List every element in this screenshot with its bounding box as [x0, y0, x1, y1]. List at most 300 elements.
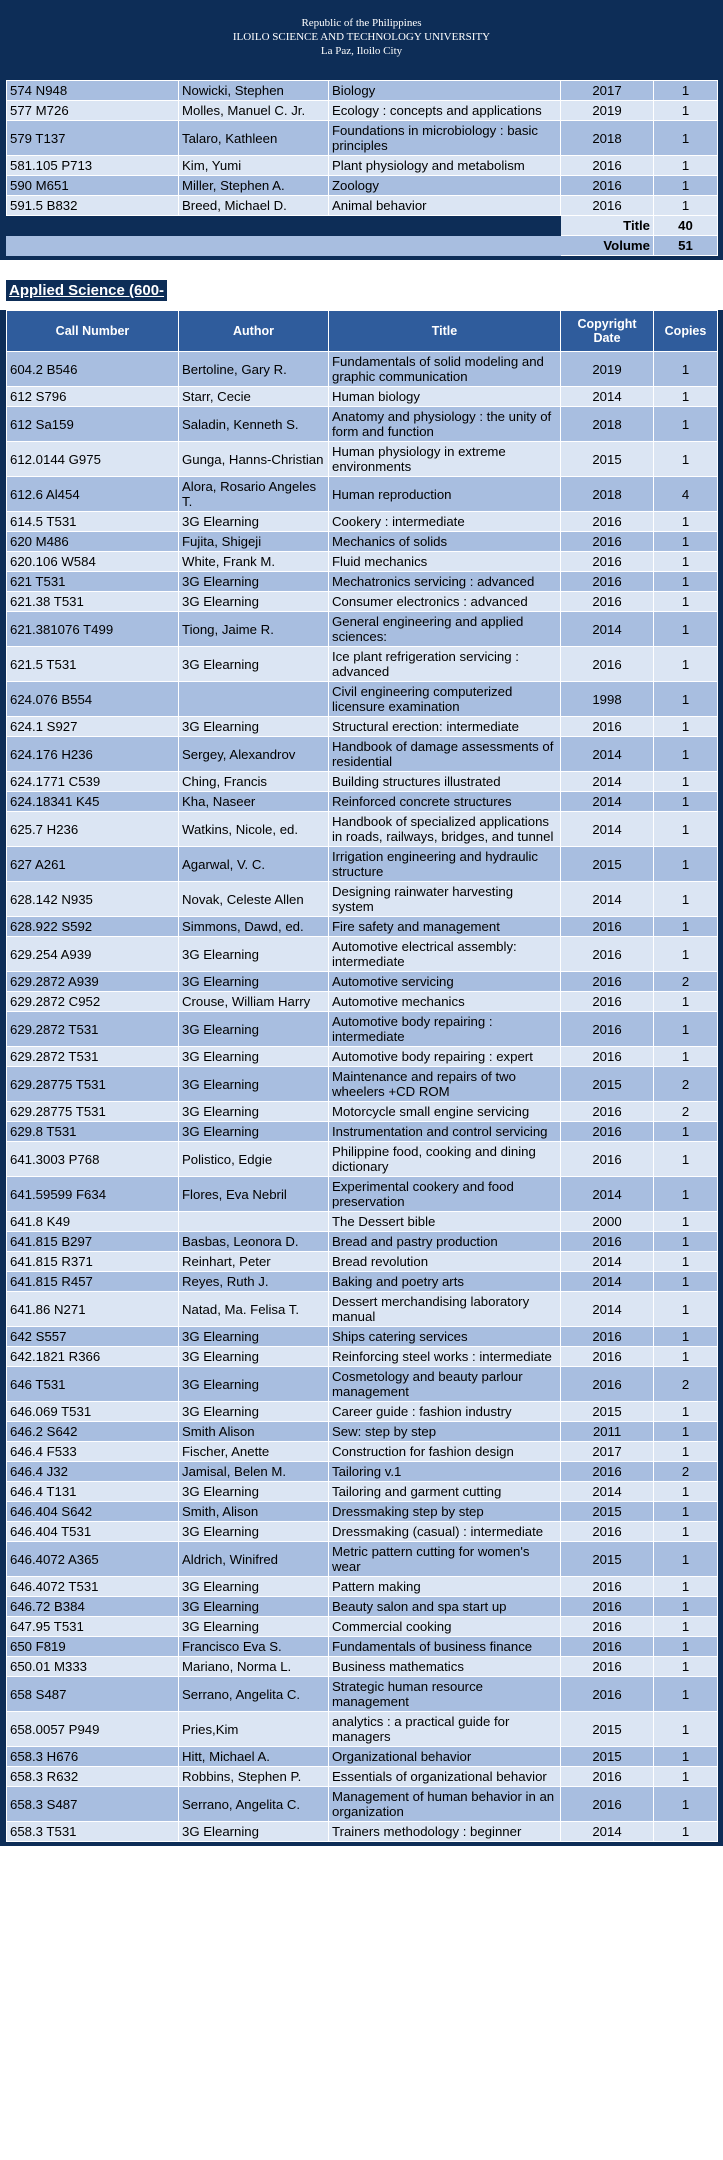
cell-title: Ships catering services — [329, 1327, 561, 1347]
table-row — [7, 1067, 718, 1102]
col-author: Author — [179, 311, 329, 352]
cell-title: Maintenance and repairs of two wheelers +CD ROM — [329, 1067, 561, 1102]
table-row — [7, 1252, 718, 1272]
table-row — [7, 442, 718, 477]
table-row — [7, 1747, 718, 1767]
cell-title: The Dessert bible — [329, 1212, 561, 1232]
cell-call-number: 646.4072 T531 — [7, 1577, 179, 1597]
cell-call-number: 641.86 N271 — [7, 1292, 179, 1327]
cell-title: Strategic human resource management — [329, 1677, 561, 1712]
table-row — [7, 1102, 718, 1122]
cell-copyright-date: 2016 — [561, 1597, 654, 1617]
cell-author: Agarwal, V. C. — [179, 847, 329, 882]
cell-copyright-date: 2016 — [561, 1767, 654, 1787]
cell-title: Reinforcing steel works : intermediate — [329, 1347, 561, 1367]
cell-author: Basbas, Leonora D. — [179, 1232, 329, 1252]
cell-copies: 2 — [654, 1462, 718, 1482]
cell-copyright-date: 2016 — [561, 1787, 654, 1822]
cell-call-number: 641.59599 F634 — [7, 1177, 179, 1212]
cell-author: Hitt, Michael A. — [179, 1747, 329, 1767]
cell-copyright-date: 2016 — [561, 1122, 654, 1142]
cell-copies: 2 — [654, 1067, 718, 1102]
cell-author: 3G Elearning — [179, 647, 329, 682]
cell-call-number: 629.28775 T531 — [7, 1102, 179, 1122]
cell-copies: 1 — [654, 1212, 718, 1232]
cell-title: Human physiology in extreme environments — [329, 442, 561, 477]
cell-title: Instrumentation and control servicing — [329, 1122, 561, 1142]
cell-author: 3G Elearning — [179, 1327, 329, 1347]
cell-author: Alora, Rosario Angeles T. — [179, 477, 329, 512]
cell-copyright-date: 2018 — [561, 407, 654, 442]
cell-title: Irrigation engineering and hydraulic structure — [329, 847, 561, 882]
cell-title: Sew: step by step — [329, 1422, 561, 1442]
cell-author: Kim, Yumi — [179, 156, 329, 176]
cell-title: Essentials of organizational behavior — [329, 1767, 561, 1787]
cell-copies: 1 — [654, 1677, 718, 1712]
table-row — [7, 1637, 718, 1657]
summary-volume-value: 51 — [654, 236, 718, 256]
table-row — [7, 937, 718, 972]
cell-copyright-date: 2016 — [561, 156, 654, 176]
table-row — [7, 1597, 718, 1617]
cell-copies: 1 — [654, 1522, 718, 1542]
cell-call-number: 614.5 T531 — [7, 512, 179, 532]
cell-author: 3G Elearning — [179, 1122, 329, 1142]
table-row — [7, 407, 718, 442]
cell-call-number: 658.0057 P949 — [7, 1712, 179, 1747]
cell-copies: 1 — [654, 1442, 718, 1462]
top-table — [6, 80, 718, 256]
cell-call-number: 591.5 B832 — [7, 196, 179, 216]
cell-author: Flores, Eva Nebril — [179, 1177, 329, 1212]
summary-title-value: 40 — [654, 216, 718, 236]
table-row — [7, 1502, 718, 1522]
cell-call-number: 579 T137 — [7, 121, 179, 156]
cell-call-number: 577 M726 — [7, 101, 179, 121]
cell-title: Handbook of damage assessments of residential — [329, 737, 561, 772]
cell-call-number: 641.815 R371 — [7, 1252, 179, 1272]
cell-title: Reinforced concrete structures — [329, 792, 561, 812]
cell-title: Structural erection: intermediate — [329, 717, 561, 737]
cell-author: Starr, Cecie — [179, 387, 329, 407]
table-row — [7, 1617, 718, 1637]
section-gap — [0, 260, 723, 310]
column-header-row — [7, 311, 718, 352]
cell-copyright-date: 2016 — [561, 1012, 654, 1047]
cell-title: Automotive mechanics — [329, 992, 561, 1012]
cell-author: 3G Elearning — [179, 512, 329, 532]
main-table — [6, 310, 718, 1842]
cell-title: Dressmaking (casual) : intermediate — [329, 1522, 561, 1542]
cell-call-number: 629.254 A939 — [7, 937, 179, 972]
cell-call-number: 624.076 B554 — [7, 682, 179, 717]
cell-copies: 1 — [654, 592, 718, 612]
cell-copies: 1 — [654, 101, 718, 121]
cell-author: Reyes, Ruth J. — [179, 1272, 329, 1292]
cell-call-number: 629.8 T531 — [7, 1122, 179, 1142]
cell-copies: 1 — [654, 1637, 718, 1657]
cell-call-number: 641.3003 P768 — [7, 1142, 179, 1177]
cell-author: 3G Elearning — [179, 1102, 329, 1122]
cell-title: Pattern making — [329, 1577, 561, 1597]
cell-author: Crouse, William Harry — [179, 992, 329, 1012]
table-row — [7, 176, 718, 196]
cell-call-number: 646.2 S642 — [7, 1422, 179, 1442]
cell-copies: 1 — [654, 812, 718, 847]
cell-copyright-date: 2016 — [561, 1327, 654, 1347]
cell-title: Ice plant refrigeration servicing : advanced — [329, 647, 561, 682]
cell-title: Automotive body repairing : intermediate — [329, 1012, 561, 1047]
cell-copies: 1 — [654, 647, 718, 682]
summary-title-label: Title — [561, 216, 654, 236]
table-row — [7, 1327, 718, 1347]
cell-call-number: 621.38 T531 — [7, 592, 179, 612]
table-row — [7, 1442, 718, 1462]
cell-copies: 1 — [654, 1232, 718, 1252]
cell-title: Automotive body repairing : expert — [329, 1047, 561, 1067]
cell-author: Jamisal, Belen M. — [179, 1462, 329, 1482]
cell-copyright-date: 2016 — [561, 1102, 654, 1122]
cell-copyright-date: 2016 — [561, 917, 654, 937]
cell-copyright-date: 1998 — [561, 682, 654, 717]
table-row — [7, 792, 718, 812]
cell-author: 3G Elearning — [179, 1347, 329, 1367]
cell-copyright-date: 2017 — [561, 81, 654, 101]
cell-call-number: 629.2872 A939 — [7, 972, 179, 992]
cell-title: Ecology : concepts and applications — [329, 101, 561, 121]
cell-copies: 1 — [654, 1597, 718, 1617]
cell-copyright-date: 2014 — [561, 387, 654, 407]
table-row — [7, 682, 718, 717]
cell-call-number: 658.3 H676 — [7, 1747, 179, 1767]
cell-copyright-date: 2014 — [561, 792, 654, 812]
cell-title: Career guide : fashion industry — [329, 1402, 561, 1422]
cell-call-number: 621.381076 T499 — [7, 612, 179, 647]
cell-copyright-date: 2014 — [561, 1482, 654, 1502]
cell-author: Serrano, Angelita C. — [179, 1677, 329, 1712]
cell-copies: 2 — [654, 972, 718, 992]
cell-author: 3G Elearning — [179, 592, 329, 612]
cell-author: Sergey, Alexandrov — [179, 737, 329, 772]
cell-author: 3G Elearning — [179, 1402, 329, 1422]
cell-author: Watkins, Nicole, ed. — [179, 812, 329, 847]
cell-copyright-date: 2016 — [561, 1677, 654, 1712]
cell-call-number: 646.4072 A365 — [7, 1542, 179, 1577]
cell-title: Zoology — [329, 176, 561, 196]
cell-author: 3G Elearning — [179, 1597, 329, 1617]
table-row — [7, 101, 718, 121]
cell-call-number: 612.0144 G975 — [7, 442, 179, 477]
cell-title: Organizational behavior — [329, 1747, 561, 1767]
cell-title: Fire safety and management — [329, 917, 561, 937]
cell-copies: 1 — [654, 717, 718, 737]
table-row — [7, 1347, 718, 1367]
cell-copyright-date: 2016 — [561, 1577, 654, 1597]
cell-title: Mechatronics servicing : advanced — [329, 572, 561, 592]
cell-call-number: 574 N948 — [7, 81, 179, 101]
cell-author: Aldrich, Winifred — [179, 1542, 329, 1577]
table-row — [7, 1822, 718, 1842]
cell-author: 3G Elearning — [179, 937, 329, 972]
cell-title: Management of human behavior in an organization — [329, 1787, 561, 1822]
table-row — [7, 196, 718, 216]
cell-copyright-date: 2016 — [561, 1047, 654, 1067]
cell-author: Kha, Naseer — [179, 792, 329, 812]
cell-author: 3G Elearning — [179, 1047, 329, 1067]
cell-author: Molles, Manuel C. Jr. — [179, 101, 329, 121]
cell-call-number: 629.2872 T531 — [7, 1047, 179, 1067]
cell-copies: 1 — [654, 196, 718, 216]
table-row — [7, 737, 718, 772]
cell-copies: 1 — [654, 156, 718, 176]
cell-copies: 1 — [654, 1657, 718, 1677]
cell-call-number: 629.2872 T531 — [7, 1012, 179, 1047]
table-row — [7, 81, 718, 101]
table-row — [7, 592, 718, 612]
cell-copyright-date: 2014 — [561, 612, 654, 647]
cell-author: Fujita, Shigeji — [179, 532, 329, 552]
table-row — [7, 717, 718, 737]
cell-copyright-date: 2014 — [561, 1822, 654, 1842]
cell-copies: 4 — [654, 477, 718, 512]
cell-copies: 1 — [654, 1747, 718, 1767]
cell-title: Mechanics of solids — [329, 532, 561, 552]
cell-author: Reinhart, Peter — [179, 1252, 329, 1272]
cell-copyright-date: 2016 — [561, 1367, 654, 1402]
cell-author: Nowicki, Stephen — [179, 81, 329, 101]
cell-title: Experimental cookery and food preservation — [329, 1177, 561, 1212]
cell-copies: 2 — [654, 1367, 718, 1402]
cell-copies: 1 — [654, 1272, 718, 1292]
cell-call-number: 629.2872 C952 — [7, 992, 179, 1012]
cell-author: Bertoline, Gary R. — [179, 352, 329, 387]
cell-call-number: 624.18341 K45 — [7, 792, 179, 812]
cell-author: Robbins, Stephen P. — [179, 1767, 329, 1787]
cell-title: General engineering and applied sciences: — [329, 612, 561, 647]
table-row — [7, 1712, 718, 1747]
cell-copies: 1 — [654, 572, 718, 592]
table-row — [7, 812, 718, 847]
cell-call-number: 646.72 B384 — [7, 1597, 179, 1617]
table-row — [7, 1292, 718, 1327]
cell-title: Tailoring v.1 — [329, 1462, 561, 1482]
cell-copyright-date: 2016 — [561, 552, 654, 572]
table-row — [7, 1177, 718, 1212]
cell-call-number: 646.4 F533 — [7, 1442, 179, 1462]
table-row — [7, 1787, 718, 1822]
cell-title: Automotive servicing — [329, 972, 561, 992]
cell-title: Civil engineering computerized licensure examination — [329, 682, 561, 717]
cell-copies: 1 — [654, 552, 718, 572]
cell-copyright-date: 2014 — [561, 1252, 654, 1272]
cell-author — [179, 682, 329, 717]
summary-volume-row — [7, 236, 718, 256]
cell-call-number: 629.28775 T531 — [7, 1067, 179, 1102]
cell-copyright-date: 2015 — [561, 1067, 654, 1102]
table-row — [7, 1542, 718, 1577]
cell-copyright-date: 2016 — [561, 196, 654, 216]
cell-title: Building structures illustrated — [329, 772, 561, 792]
cell-copyright-date: 2016 — [561, 1657, 654, 1677]
cell-call-number: 581.105 P713 — [7, 156, 179, 176]
table-row — [7, 612, 718, 647]
table-row — [7, 1577, 718, 1597]
cell-call-number: 612.6 Al454 — [7, 477, 179, 512]
table-row — [7, 1522, 718, 1542]
cell-call-number: 624.1 S927 — [7, 717, 179, 737]
table-row — [7, 847, 718, 882]
cell-copies: 1 — [654, 121, 718, 156]
cell-copies: 1 — [654, 1422, 718, 1442]
table-row — [7, 512, 718, 532]
cell-copyright-date: 2016 — [561, 572, 654, 592]
cell-author: Smith Alison — [179, 1422, 329, 1442]
cell-call-number: 628.142 N935 — [7, 882, 179, 917]
cell-title: Cookery : intermediate — [329, 512, 561, 532]
cell-author: Novak, Celeste Allen — [179, 882, 329, 917]
cell-copies: 1 — [654, 1822, 718, 1842]
cell-copies: 1 — [654, 1402, 718, 1422]
cell-call-number: 658.3 S487 — [7, 1787, 179, 1822]
table-row — [7, 121, 718, 156]
cell-copyright-date: 2016 — [561, 176, 654, 196]
cell-copyright-date: 2016 — [561, 1522, 654, 1542]
cell-author: Francisco Eva S. — [179, 1637, 329, 1657]
cell-copyright-date: 2015 — [561, 1747, 654, 1767]
table-row — [7, 917, 718, 937]
table-row — [7, 1767, 718, 1787]
cell-copyright-date: 2018 — [561, 477, 654, 512]
cell-call-number: 641.815 R457 — [7, 1272, 179, 1292]
cell-copies: 1 — [654, 1047, 718, 1067]
cell-call-number: 650.01 M333 — [7, 1657, 179, 1677]
cell-copyright-date: 2019 — [561, 101, 654, 121]
header-university: ILOILO SCIENCE AND TECHNOLOGY UNIVERSITY — [232, 31, 491, 43]
cell-copyright-date: 2016 — [561, 1142, 654, 1177]
cell-copyright-date: 2014 — [561, 882, 654, 917]
cell-author: 3G Elearning — [179, 717, 329, 737]
table-row — [7, 1402, 718, 1422]
cell-call-number: 658 S487 — [7, 1677, 179, 1712]
cell-copies: 1 — [654, 1712, 718, 1747]
table-row — [7, 992, 718, 1012]
cell-author: 3G Elearning — [179, 1367, 329, 1402]
cell-copyright-date: 2014 — [561, 772, 654, 792]
cell-copyright-date: 2011 — [561, 1422, 654, 1442]
cell-copies: 1 — [654, 1617, 718, 1637]
cell-call-number: 604.2 B546 — [7, 352, 179, 387]
cell-title: Dessert merchandising laboratory manual — [329, 1292, 561, 1327]
table-row — [7, 647, 718, 682]
cell-copyright-date: 2015 — [561, 1502, 654, 1522]
cell-copyright-date: 2017 — [561, 1442, 654, 1462]
cell-author: Natad, Ma. Felisa T. — [179, 1292, 329, 1327]
cell-copies: 1 — [654, 1577, 718, 1597]
cell-copies: 1 — [654, 512, 718, 532]
table-row — [7, 972, 718, 992]
cell-call-number: 590 M651 — [7, 176, 179, 196]
cell-author: Polistico, Edgie — [179, 1142, 329, 1177]
table-row — [7, 532, 718, 552]
cell-title: Tailoring and garment cutting — [329, 1482, 561, 1502]
cell-title: Animal behavior — [329, 196, 561, 216]
cell-title: Motorcycle small engine servicing — [329, 1102, 561, 1122]
cell-call-number: 646.4 T131 — [7, 1482, 179, 1502]
cell-copies: 1 — [654, 442, 718, 477]
cell-copies: 1 — [654, 1327, 718, 1347]
cell-copyright-date: 2018 — [561, 121, 654, 156]
cell-copies: 1 — [654, 682, 718, 717]
cell-author: Serrano, Angelita C. — [179, 1787, 329, 1822]
cell-copyright-date: 2016 — [561, 592, 654, 612]
cell-copies: 1 — [654, 1482, 718, 1502]
cell-call-number: 641.815 B297 — [7, 1232, 179, 1252]
cell-call-number: 646.069 T531 — [7, 1402, 179, 1422]
cell-call-number: 620 M486 — [7, 532, 179, 552]
cell-copies: 1 — [654, 772, 718, 792]
cell-call-number: 625.7 H236 — [7, 812, 179, 847]
table-row — [7, 1422, 718, 1442]
cell-copyright-date: 2016 — [561, 1637, 654, 1657]
cell-author: 3G Elearning — [179, 1577, 329, 1597]
cell-title: Fundamentals of business finance — [329, 1637, 561, 1657]
cell-author: 3G Elearning — [179, 1522, 329, 1542]
cell-call-number: 658.3 T531 — [7, 1822, 179, 1842]
table-row — [7, 552, 718, 572]
cell-copies: 1 — [654, 992, 718, 1012]
table-row — [7, 352, 718, 387]
cell-author: Breed, Michael D. — [179, 196, 329, 216]
table-row — [7, 1122, 718, 1142]
cell-title: Beauty salon and spa start up — [329, 1597, 561, 1617]
cell-copies: 1 — [654, 1502, 718, 1522]
section-title: Applied Science (600- — [6, 280, 167, 301]
cell-copies: 1 — [654, 1252, 718, 1272]
cell-copyright-date: 2019 — [561, 352, 654, 387]
cell-copies: 2 — [654, 1102, 718, 1122]
cell-copyright-date: 2014 — [561, 1292, 654, 1327]
cell-title: Commercial cooking — [329, 1617, 561, 1637]
cell-author: 3G Elearning — [179, 572, 329, 592]
cell-author: Simmons, Dawd, ed. — [179, 917, 329, 937]
cell-author: 3G Elearning — [179, 1067, 329, 1102]
cell-title: Automotive electrical assembly: intermediate — [329, 937, 561, 972]
cell-copyright-date: 2016 — [561, 937, 654, 972]
cell-copyright-date: 2016 — [561, 532, 654, 552]
cell-call-number: 646.4 J32 — [7, 1462, 179, 1482]
cell-author: Pries,Kim — [179, 1712, 329, 1747]
cell-copies: 1 — [654, 882, 718, 917]
cell-copyright-date: 2015 — [561, 847, 654, 882]
cell-copies: 1 — [654, 847, 718, 882]
cell-author: Miller, Stephen A. — [179, 176, 329, 196]
cell-author: 3G Elearning — [179, 1012, 329, 1047]
table-row — [7, 1142, 718, 1177]
cell-title: Foundations in microbiology : basic principles — [329, 121, 561, 156]
cell-copies: 1 — [654, 917, 718, 937]
cell-copies: 1 — [654, 407, 718, 442]
cell-copies: 1 — [654, 1142, 718, 1177]
cell-call-number: 620.106 W584 — [7, 552, 179, 572]
cell-title: Trainers methodology : beginner — [329, 1822, 561, 1842]
cell-call-number: 642 S557 — [7, 1327, 179, 1347]
cell-call-number: 658.3 R632 — [7, 1767, 179, 1787]
table-row — [7, 1272, 718, 1292]
cell-copies: 1 — [654, 352, 718, 387]
cell-copyright-date: 2016 — [561, 647, 654, 682]
cell-copies: 1 — [654, 937, 718, 972]
cell-copyright-date: 2016 — [561, 1462, 654, 1482]
